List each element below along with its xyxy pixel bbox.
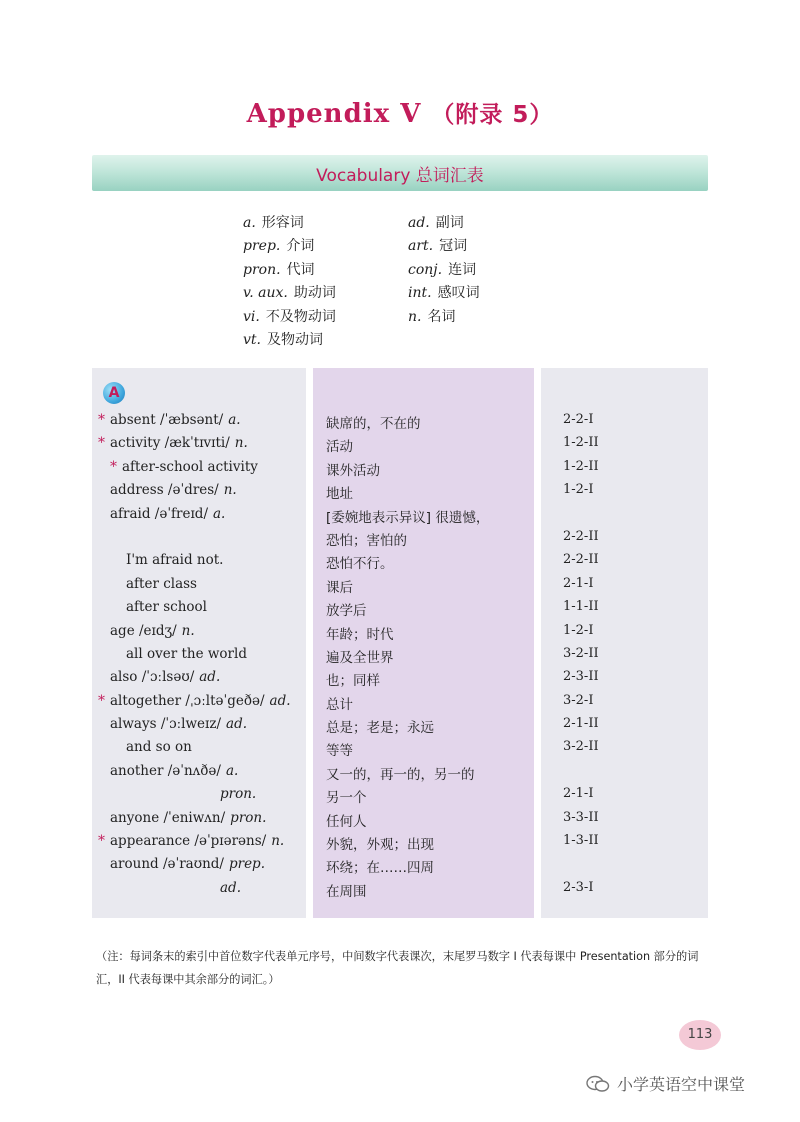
table-row (0, 623, 800, 646)
entry-meaning: 课外活动 (326, 462, 380, 479)
table-row (0, 693, 800, 716)
table-row (0, 739, 800, 762)
abbreviation-row (243, 306, 573, 329)
entry-meaning: 课后 (326, 579, 353, 596)
abbreviation: int. (408, 285, 432, 302)
entry-headword: anyone /ˈeniwʌn/ (110, 809, 226, 826)
page-title (0, 96, 800, 129)
section-banner (92, 155, 708, 191)
entry-part-of-speech: ad. (220, 879, 241, 896)
entry-headword: around /əˈraʊnd/ (110, 856, 224, 873)
entry-reference: 2-1-II (563, 716, 599, 732)
entry-reference: 1-3-II (563, 833, 599, 849)
entry-word (126, 552, 228, 568)
entry-word (110, 810, 266, 826)
entry-meaning: 另一个 (326, 790, 367, 807)
entry-part-of-speech: n. (234, 435, 248, 452)
abbreviation-item (243, 306, 408, 329)
entry-part-of-speech: pron. (220, 786, 257, 803)
entry-headword: after-school activity (122, 458, 258, 475)
entry-meaning: 又一的，再一的，另一的 (326, 766, 475, 783)
table-row (0, 482, 800, 505)
abbreviation-item (243, 282, 408, 305)
entry-headword: also /ˈɔːlsəʊ/ (110, 669, 195, 686)
entry-meaning: 地址 (326, 486, 353, 503)
required-word-star-icon: * (98, 412, 105, 428)
table-row (0, 552, 800, 575)
entry-word (110, 435, 248, 451)
entry-part-of-speech: ad. (226, 716, 248, 733)
wechat-icon (585, 1074, 611, 1094)
table-row (0, 810, 800, 833)
entry-meaning: 恐怕不行。 (326, 556, 394, 573)
entry-reference: 2-2-II (563, 552, 599, 568)
entry-word (220, 786, 256, 802)
entry-reference: 3-2-II (563, 739, 599, 755)
entry-reference: 2-2-I (563, 412, 594, 427)
table-row (0, 529, 800, 552)
table-row (0, 576, 800, 599)
entry-part-of-speech: ad. (199, 669, 221, 686)
entry-headword: I'm afraid not. (126, 552, 224, 569)
table-row (0, 669, 800, 692)
abbreviation-meaning: 及物动词 (267, 331, 323, 348)
abbreviation-legend (243, 212, 573, 352)
abbreviation-item (408, 306, 573, 329)
entry-meaning: [委婉地表示异议] 很遗憾， (326, 509, 490, 526)
entry-word (126, 599, 212, 615)
abbreviation-row (243, 212, 573, 235)
abbreviation: pron. (243, 261, 281, 278)
watermark (585, 1072, 795, 1095)
entry-word (220, 880, 241, 896)
abbreviation-meaning: 名词 (427, 308, 456, 325)
abbreviation-item (243, 329, 408, 352)
abbreviation-meaning: 连词 (448, 261, 477, 278)
entry-meaning: 恐怕；害怕的 (326, 532, 407, 549)
abbreviation-meaning: 介词 (286, 238, 315, 255)
entry-headword: afraid /əˈfreɪd/ (110, 505, 208, 522)
entry-part-of-speech: n. (223, 482, 237, 499)
entry-word (110, 412, 241, 428)
entry-meaning: 环绕；在……四周 (326, 860, 434, 877)
abbreviation-item (408, 259, 573, 282)
entry-word (110, 482, 237, 498)
entry-headword: address /əˈdres/ (110, 482, 219, 499)
entry-reference: 2-1-I (563, 786, 594, 802)
entry-word (110, 506, 225, 522)
table-row (0, 412, 800, 435)
table-row (0, 599, 800, 622)
abbreviation-row (243, 329, 573, 352)
entry-meaning: 活动 (326, 439, 353, 456)
entry-headword: and so on (126, 739, 192, 756)
table-row (0, 763, 800, 786)
entry-reference: 1-2-II (563, 458, 599, 474)
entry-headword: absent /ˈæbsənt/ (110, 412, 224, 428)
abbreviation: v. aux. (243, 285, 288, 302)
entry-word (110, 716, 247, 732)
required-word-star-icon: * (98, 833, 105, 850)
entry-headword: after class (126, 575, 197, 592)
abbreviation-item (408, 282, 573, 305)
entry-word (122, 459, 263, 475)
banner-text: Vocabulary 总词汇表 (316, 166, 484, 186)
entry-reference: 2-3-I (563, 879, 594, 895)
entry-part-of-speech: a. (228, 412, 241, 428)
entry-part-of-speech: n. (271, 833, 285, 850)
title-cn: （附录 5） (431, 102, 554, 128)
abbreviation-meaning: 不及物动词 (265, 308, 336, 325)
entry-word (126, 646, 252, 662)
abbreviation: n. (408, 308, 422, 325)
abbreviation-meaning: 冠词 (439, 238, 468, 255)
abbreviation: vi. (243, 308, 260, 325)
entry-meaning: 放学后 (326, 603, 367, 620)
entry-word (126, 576, 202, 592)
abbreviation-meaning: 副词 (435, 215, 464, 231)
abbreviation-item (243, 212, 408, 235)
entry-headword: activity /ækˈtɪvɪti/ (110, 435, 230, 452)
abbreviation-item (408, 212, 573, 235)
entry-word (110, 763, 238, 779)
table-row (0, 880, 800, 903)
entry-meaning: 总是；老是；永远 (326, 720, 434, 737)
entry-word (110, 856, 265, 872)
entry-meaning: 等等 (326, 743, 353, 760)
entry-reference: 1-1-II (563, 599, 599, 615)
table-row (0, 786, 800, 809)
entry-headword: after school (126, 599, 207, 616)
entry-reference: 3-2-I (563, 692, 594, 708)
required-word-star-icon: * (98, 692, 105, 709)
entry-part-of-speech: ad. (269, 692, 291, 709)
abbreviation-item (408, 235, 573, 258)
table-row (0, 435, 800, 458)
entry-reference: 2-1-I (563, 575, 594, 591)
title-en: Appendix V (246, 99, 422, 129)
abbreviation-row (243, 235, 573, 258)
abbreviation: a. (243, 215, 256, 231)
entry-word (110, 623, 195, 639)
entry-headword: age /eɪdʒ/ (110, 622, 177, 639)
abbreviation-meaning: 感叹词 (437, 285, 480, 302)
section-letter-badge: A (103, 382, 125, 404)
entry-headword: always /ˈɔːlweɪz/ (110, 716, 222, 733)
abbreviation-item (243, 259, 408, 282)
entry-word (126, 739, 197, 755)
entry-word (110, 693, 291, 709)
table-row (0, 459, 800, 482)
entry-meaning: 遍及全世界 (326, 649, 394, 666)
entry-headword: all over the world (126, 645, 247, 662)
entry-part-of-speech: a. (225, 762, 239, 779)
entry-reference: 1-2-I (563, 622, 594, 638)
entry-reference: 2-3-II (563, 669, 599, 685)
entry-meaning: 在周围 (326, 883, 367, 900)
table-row (0, 833, 800, 856)
footnote: （注：每词条末的索引中首位数字代表单元序号，中间数字代表课次，末尾罗马数字 I 代表每课中 Presentation 部分的词汇，II 代表每课中其余部分的词汇。） (96, 950, 699, 986)
entry-part-of-speech: n. (181, 622, 195, 639)
entry-reference: 2-2-II (563, 528, 599, 544)
vocabulary-list (0, 412, 800, 903)
entry-headword: another /əˈnʌðə/ (110, 762, 221, 779)
entry-headword: altogether /ˌɔːltəˈgeðə/ (110, 692, 265, 709)
table-row (0, 506, 800, 529)
abbreviation: vt. (243, 331, 261, 348)
page-number: 113 (679, 1020, 721, 1050)
entry-word (110, 669, 220, 685)
entry-reference: 3-3-II (563, 809, 599, 825)
required-word-star-icon: * (98, 435, 105, 452)
entry-part-of-speech: pron. (230, 809, 267, 826)
entry-reference: 1-2-I (563, 482, 594, 498)
entry-part-of-speech: prep. (228, 856, 265, 873)
table-row (0, 856, 800, 879)
entry-meaning: 任何人 (326, 813, 367, 830)
required-word-star-icon: * (110, 458, 117, 475)
abbreviation: prep. (243, 238, 281, 255)
abbreviation: art. (408, 238, 434, 255)
abbreviation-meaning: 代词 (286, 261, 315, 278)
abbreviation-row (243, 259, 573, 282)
entry-reference: 3-2-II (563, 645, 599, 661)
table-row (0, 646, 800, 669)
abbreviation-item (408, 329, 573, 352)
table-row (0, 716, 800, 739)
abbreviation: conj. (408, 261, 443, 278)
abbreviation-meaning: 助动词 (293, 285, 336, 302)
abbreviation-row (243, 282, 573, 305)
abbreviation-item (243, 235, 408, 258)
entry-meaning: 外貌，外观；出现 (326, 837, 434, 854)
entry-meaning: 年龄；时代 (326, 626, 394, 643)
entry-meaning: 缺席的，不在的 (326, 416, 421, 432)
entry-part-of-speech: a. (213, 505, 226, 522)
entry-meaning: 总计 (326, 696, 353, 713)
entry-headword: appearance /əˈpɪərəns/ (110, 833, 267, 850)
entry-reference: 1-2-II (563, 435, 599, 451)
watermark-text: 小学英语空中课堂 (617, 1075, 746, 1094)
abbreviation-meaning: 形容词 (261, 215, 304, 231)
abbreviation: ad. (408, 215, 430, 231)
entry-meaning: 也；同样 (326, 673, 380, 690)
entry-word (110, 833, 284, 849)
